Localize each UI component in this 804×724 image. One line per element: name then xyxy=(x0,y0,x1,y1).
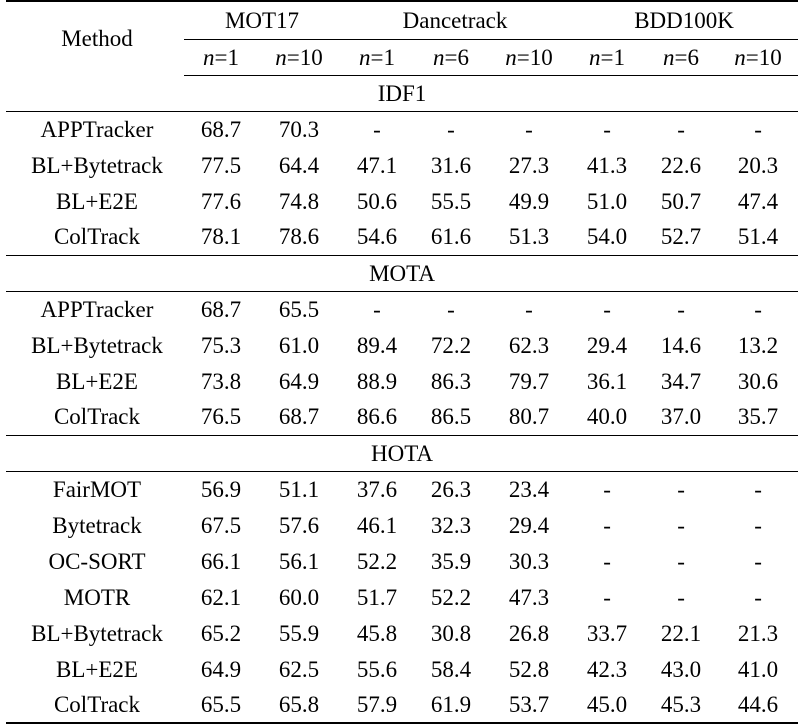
cell: 45.8 xyxy=(356,620,398,646)
cell: 27.3 xyxy=(508,152,550,178)
section-title-idf1: IDF1 xyxy=(6,75,798,111)
cell: - xyxy=(754,476,762,502)
cell: 52.8 xyxy=(508,656,550,682)
cell: 86.6 xyxy=(356,404,398,430)
cell: 60.0 xyxy=(278,584,320,610)
table-row xyxy=(6,363,798,399)
cell: 57.9 xyxy=(340,687,414,723)
table-row xyxy=(6,147,798,183)
header-col-dancetrack-n10: n=10 xyxy=(488,39,570,75)
cell: - xyxy=(677,476,685,502)
cell: 26.8 xyxy=(508,620,550,646)
cell: 31.6 xyxy=(430,152,472,178)
cell: 66.1 xyxy=(200,548,242,574)
cell: 73.8 xyxy=(200,368,242,394)
cell: 75.3 xyxy=(200,332,242,358)
table-row xyxy=(6,327,798,363)
cell: - xyxy=(603,512,611,538)
cell: - xyxy=(677,584,685,610)
cell: 72.2 xyxy=(430,332,472,358)
cell: 64.9 xyxy=(200,656,242,682)
cell: - xyxy=(603,548,611,574)
table-row xyxy=(6,615,798,651)
cell: 65.2 xyxy=(200,620,242,646)
section-header-idf1 xyxy=(6,75,798,111)
cell: 41.3 xyxy=(586,152,628,178)
cell: 78.6 xyxy=(278,224,320,250)
cell: 77.5 xyxy=(200,152,242,178)
header-group-row xyxy=(6,1,798,39)
cell: 30.3 xyxy=(508,548,550,574)
cell: 70.3 xyxy=(278,116,320,142)
row-method: MOTR xyxy=(63,584,131,610)
row-method: BL+E2E xyxy=(56,656,138,682)
cell: 52.2 xyxy=(356,548,398,574)
cell: 13.2 xyxy=(737,332,779,358)
table-row xyxy=(6,291,798,327)
cell: 77.6 xyxy=(200,188,242,214)
cell: - xyxy=(754,116,762,142)
table-row xyxy=(6,183,798,219)
cell: 52.7 xyxy=(660,224,702,250)
cell: 37.6 xyxy=(356,476,398,502)
cell: 50.7 xyxy=(660,188,702,214)
section-header-hota xyxy=(6,435,798,471)
cell: 40.0 xyxy=(586,404,628,430)
table-row xyxy=(6,111,798,147)
cell: 45.0 xyxy=(570,687,644,723)
cell: 32.3 xyxy=(430,512,472,538)
section-header-mota xyxy=(6,255,798,291)
row-method: BL+E2E xyxy=(56,368,138,394)
cell: - xyxy=(373,296,381,322)
cell: 36.1 xyxy=(586,368,628,394)
cell: - xyxy=(754,548,762,574)
cell: 61.9 xyxy=(414,687,488,723)
cell: - xyxy=(677,116,685,142)
cell: 20.3 xyxy=(737,152,779,178)
cell: 22.6 xyxy=(660,152,702,178)
row-method: ColTrack xyxy=(53,224,141,250)
cell: 54.6 xyxy=(356,224,398,250)
cell: 22.1 xyxy=(660,620,702,646)
row-method: APPTracker xyxy=(40,296,154,322)
cell: 68.7 xyxy=(278,404,320,430)
row-method: APPTracker xyxy=(40,116,154,142)
cell: 68.7 xyxy=(200,296,242,322)
table-row xyxy=(6,219,798,255)
cell: - xyxy=(677,548,685,574)
cell: 47.1 xyxy=(356,152,398,178)
cell: 80.7 xyxy=(508,404,550,430)
table-row xyxy=(6,543,798,579)
cell: 33.7 xyxy=(586,620,628,646)
cell: 68.7 xyxy=(200,116,242,142)
cell: 51.4 xyxy=(737,224,779,250)
header-method: Method xyxy=(6,1,184,75)
cell: 78.1 xyxy=(200,224,242,250)
table-row xyxy=(6,579,798,615)
cell: - xyxy=(603,116,611,142)
cell: 35.9 xyxy=(430,548,472,574)
cell: - xyxy=(754,512,762,538)
header-col-bdd100k-n1: n=1 xyxy=(570,39,644,75)
cell: 62.1 xyxy=(200,584,242,610)
header-col-bdd100k-n10: n=10 xyxy=(718,39,798,75)
row-method: Bytetrack xyxy=(52,512,142,538)
header-group-dancetrack: Dancetrack xyxy=(340,1,570,39)
cell: - xyxy=(677,296,685,322)
header-col-dancetrack-n6: n=6 xyxy=(414,39,488,75)
cell: 86.5 xyxy=(430,404,472,430)
cell: 44.6 xyxy=(718,687,798,723)
cell: - xyxy=(754,584,762,610)
cell: 55.6 xyxy=(356,656,398,682)
cell: 64.9 xyxy=(278,368,320,394)
cell: 54.0 xyxy=(586,224,628,250)
cell: 57.6 xyxy=(278,512,320,538)
cell: - xyxy=(603,476,611,502)
cell: 53.7 xyxy=(488,687,570,723)
cell: - xyxy=(603,296,611,322)
cell: 37.0 xyxy=(660,404,702,430)
cell: 61.6 xyxy=(430,224,472,250)
header-col-mot17-n10: n=10 xyxy=(258,39,340,75)
cell: 45.3 xyxy=(644,687,718,723)
cell: - xyxy=(603,584,611,610)
cell: 67.5 xyxy=(200,512,242,538)
cell: - xyxy=(525,116,533,142)
table-row xyxy=(6,507,798,543)
cell: 47.3 xyxy=(508,584,550,610)
cell: 46.1 xyxy=(356,512,398,538)
section-title-mota: MOTA xyxy=(6,255,798,291)
cell: 30.8 xyxy=(430,620,472,646)
header-col-dancetrack-n1: n=1 xyxy=(340,39,414,75)
cell: 62.3 xyxy=(508,332,550,358)
cell: 79.7 xyxy=(508,368,550,394)
row-method: OC-SORT xyxy=(48,548,146,574)
cell: - xyxy=(447,296,455,322)
header-col-mot17-n1: n=1 xyxy=(184,39,258,75)
table-row xyxy=(6,687,798,723)
cell: - xyxy=(373,116,381,142)
cell: 50.6 xyxy=(356,188,398,214)
cell: 56.1 xyxy=(278,548,320,574)
cell: 47.4 xyxy=(737,188,779,214)
cell: - xyxy=(525,296,533,322)
header-col-bdd100k-n6: n=6 xyxy=(644,39,718,75)
table-row xyxy=(6,399,798,435)
cell: 55.5 xyxy=(430,188,472,214)
cell: 30.6 xyxy=(737,368,779,394)
results-table xyxy=(6,0,798,724)
cell: 65.5 xyxy=(278,296,320,322)
cell: 34.7 xyxy=(660,368,702,394)
cell: - xyxy=(447,116,455,142)
cell: 51.0 xyxy=(586,188,628,214)
cell: 49.9 xyxy=(508,188,550,214)
cell: 23.4 xyxy=(508,476,550,502)
cell: 65.5 xyxy=(184,687,258,723)
cell: 58.4 xyxy=(430,656,472,682)
cell: 88.9 xyxy=(356,368,398,394)
cell: 26.3 xyxy=(430,476,472,502)
cell: 86.3 xyxy=(430,368,472,394)
cell: 35.7 xyxy=(737,404,779,430)
cell: 43.0 xyxy=(660,656,702,682)
row-method: ColTrack xyxy=(6,687,184,723)
cell: 29.4 xyxy=(586,332,628,358)
table-row xyxy=(6,651,798,687)
header-group-mot17: MOT17 xyxy=(184,1,340,39)
cell: 89.4 xyxy=(356,332,398,358)
cell: 29.4 xyxy=(508,512,550,538)
cell: - xyxy=(754,296,762,322)
row-method: BL+Bytetrack xyxy=(31,620,163,646)
cell: 52.2 xyxy=(430,584,472,610)
cell: 51.3 xyxy=(508,224,550,250)
cell: 61.0 xyxy=(278,332,320,358)
section-title-hota: HOTA xyxy=(6,435,798,471)
cell: 51.7 xyxy=(356,584,398,610)
row-method: BL+Bytetrack xyxy=(31,152,163,178)
cell: 21.3 xyxy=(737,620,779,646)
cell: 14.6 xyxy=(660,332,702,358)
row-method: ColTrack xyxy=(53,404,141,430)
cell: 74.8 xyxy=(278,188,320,214)
cell: 42.3 xyxy=(586,656,628,682)
cell: - xyxy=(677,512,685,538)
row-method: BL+E2E xyxy=(56,188,138,214)
row-method: BL+Bytetrack xyxy=(31,332,163,358)
cell: 56.9 xyxy=(200,476,242,502)
cell: 62.5 xyxy=(278,656,320,682)
cell: 64.4 xyxy=(278,152,320,178)
cell: 41.0 xyxy=(737,656,779,682)
cell: 65.8 xyxy=(258,687,340,723)
cell: 55.9 xyxy=(278,620,320,646)
cell: 76.5 xyxy=(200,404,242,430)
table-row xyxy=(6,471,798,507)
header-group-bdd100k: BDD100K xyxy=(570,1,798,39)
cell: 51.1 xyxy=(278,476,320,502)
row-method: FairMOT xyxy=(52,476,142,502)
